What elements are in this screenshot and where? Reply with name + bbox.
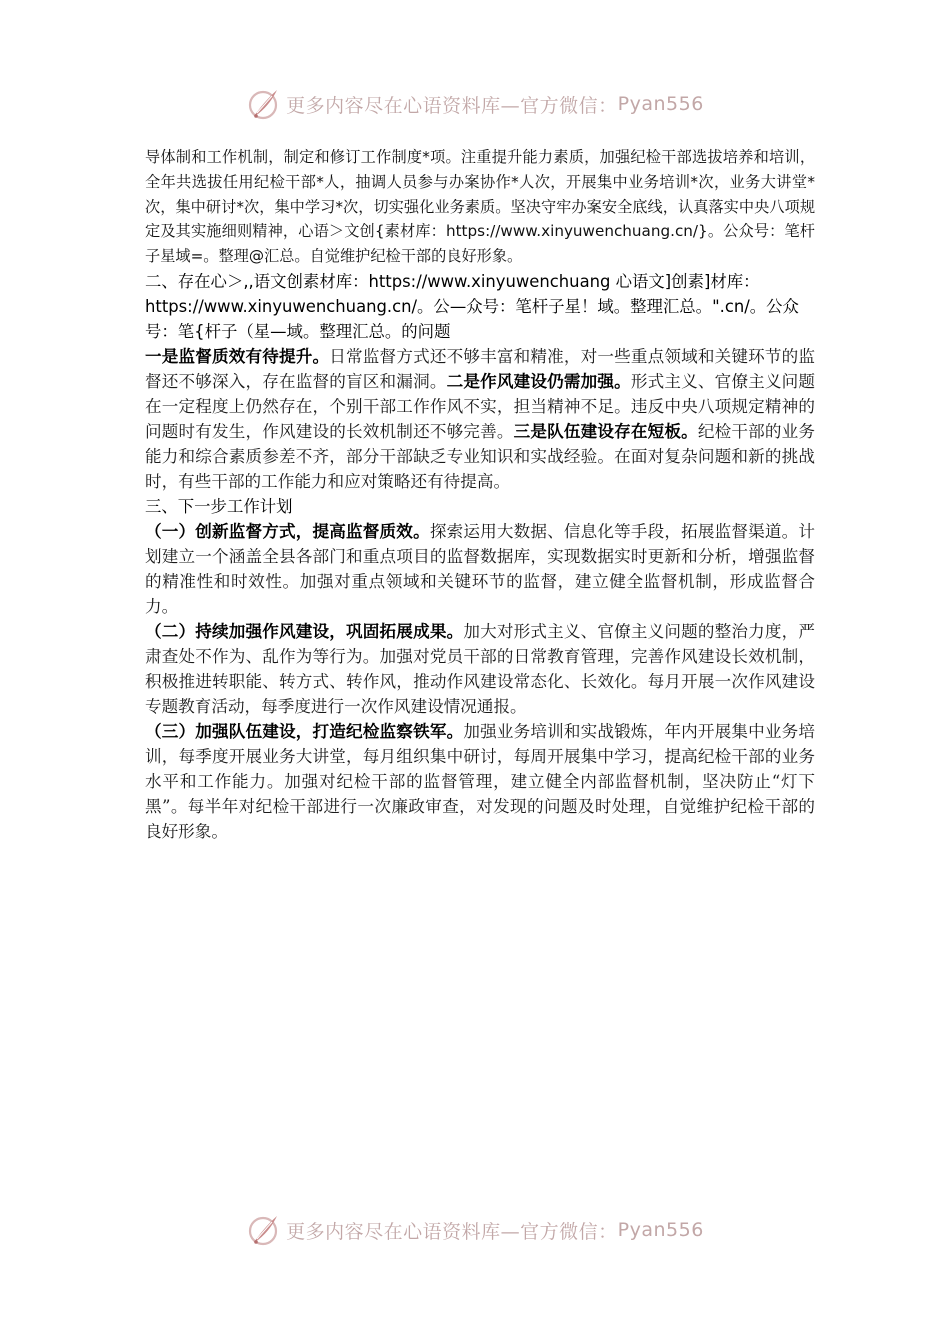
quill-pen-logo-icon (246, 86, 282, 122)
problem-1-title: 一是监督质效有待提升。 (145, 346, 330, 366)
problems-paragraph (145, 344, 815, 494)
plan-2-title: （二）持续加强作风建设，巩固拓展成果。 (145, 621, 464, 641)
plan-1-text: 探索运用大数据、信息化等手段，拓展监督渠道。计划建立一个涵盖全县各部门和重点项目的监督数据库，实现数据实时更新和分析，增强监督的精准性和时效性。加强对重点领域和关键环节的监督，建立健全监督机制，形成监督合力。 (145, 521, 816, 616)
problem-3-title: 三是队伍建设存在短板。 (513, 421, 698, 441)
intro-paragraph: 导体制和工作机制，制定和修订工作制度*项。注重提升能力素质，加强纪检干部选拔培养和培训，全年共选拔任用纪检干部*人，抽调人员参与办案协作*人次，开展集中业务培训*次，业务大讲堂*次，集中研讨*次，集中学习*次，切实强化业务素质。坚决守牢办案安全底线，认真落实中央八项规定及其实施细则精神，心语＞文创{素材库：https://www.xinyuwenchuang.cn/}。公众号：笔杆子星域=。整理@汇总。自觉维护纪检干部的良好形象。 (145, 148, 815, 266)
header-watermark-text: 更多内容尽在心语资料库—官方微信： (286, 94, 618, 117)
problem-2-title: 二是作风建设仍需加强。 (446, 371, 631, 391)
footer-watermark-text: 更多内容尽在心语资料库—官方微信： (286, 1220, 618, 1243)
problem-3-text: 纪检干部的业务能力和综合素质参差不齐，部分干部缺乏专业知识和实战经验。在面对复杂问题和新的挑战时，有些干部的工作能力和应对策略还有待提高。 (145, 421, 816, 491)
problem-1-text: 日常监督方式还不够丰富和精准，对一些重点领域和关键环节的监督还不够深入，存在监督的盲区和漏洞。 (145, 346, 816, 391)
plan-3-paragraph (145, 719, 815, 844)
plan-2-text: 加大对形式主义、官僚主义问题的整治力度，严肃查处不作为、乱作为等行为。加强对党员干部的日常教育管理，完善作风建设长效机制，积极推进转职能、转方式、转作风，推动作风建设常态化、长效化。每月开展一次作风建设专题教育活动，每季度进行一次作风建设情况通报。 (145, 621, 816, 716)
footer-watermark-wechat-id: Pyan556 (617, 1219, 704, 1241)
footer-watermark-banner (0, 1210, 950, 1250)
plan-2-paragraph (145, 619, 815, 719)
header-watermark-wechat-id: Pyan556 (617, 93, 704, 115)
plan-3-text: 加强业务培训和实战锻炼，年内开展集中业务培训，每季度开展业务大讲堂，每月组织集中研讨，每周开展集中学习，提高纪检干部的业务水平和工作能力。加强对纪检干部的监督管理，建立健全内部监督机制，坚决防止“灯下黑”。每半年对纪检干部进行一次廉政审查，对发现的问题及时处理，自觉维护纪检干部的良好形象。 (145, 721, 816, 841)
section-3-heading: 三、下一步工作计划 (145, 496, 293, 516)
plan-1-title: （一）创新监督方式，提高监督质效。 (145, 521, 430, 541)
document-body (145, 145, 815, 844)
header-watermark-banner (0, 84, 950, 124)
plan-1-paragraph (145, 519, 815, 619)
quill-pen-logo-icon (246, 1212, 282, 1248)
plan-3-title: （三）加强队伍建设，打造纪检监察铁军。 (145, 721, 464, 741)
problem-2-text: 形式主义、官僚主义问题在一定程度上仍然存在，个别干部工作作风不实，担当精神不足。违反中央八项规定精神的问题时有发生，作风建设的长效机制还不够完善。 (145, 371, 816, 441)
section-2-heading: 二、存在心＞,,语文创素材库：https://www.xinyuwenchuang 心语文]创素]材库：https://www.xinyuwenchuang.cn/。公—众号：笔杆子星！域。整理汇总。".cn/。公众号：笔{杆子（星—域。整理汇总。的问题 (145, 271, 799, 341)
